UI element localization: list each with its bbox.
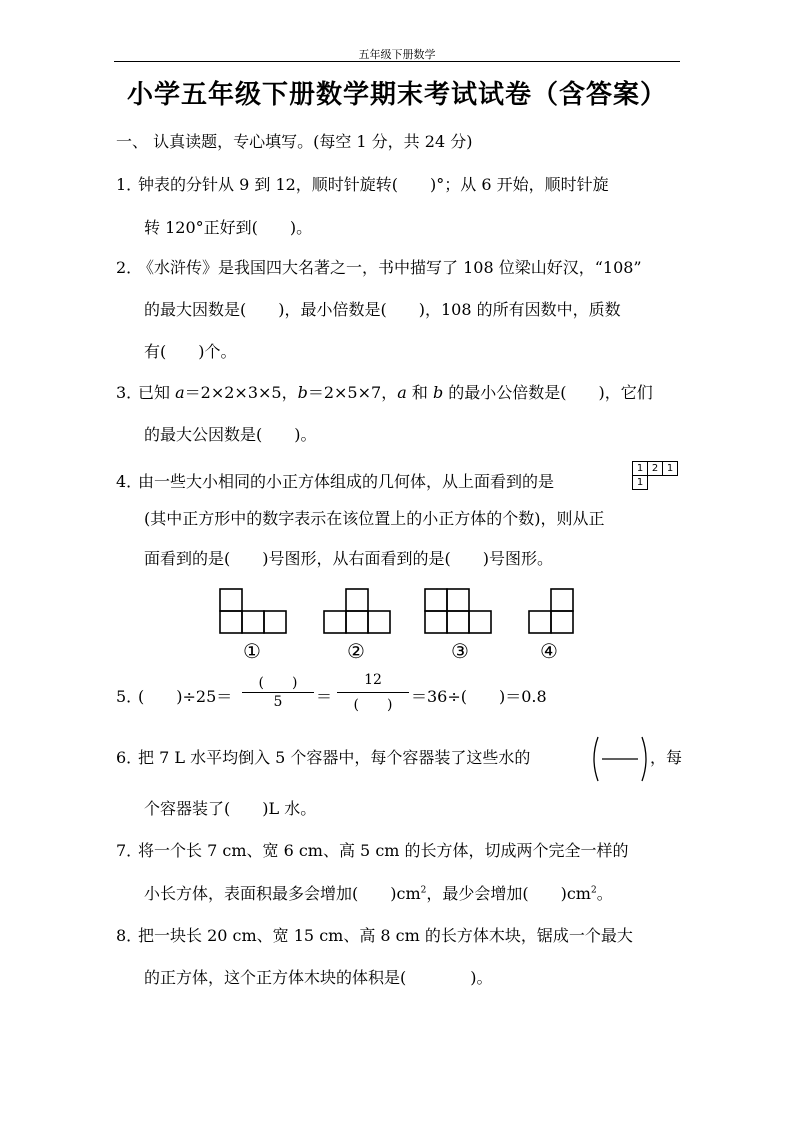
question-7 bbox=[116, 840, 629, 862]
question-8-line-2: 的正方体，这个正方体木块的体积是( )。 bbox=[144, 968, 493, 987]
question-2-line-3: 有( )个。 bbox=[144, 342, 237, 361]
q5-part-1: ( )÷25＝ bbox=[138, 687, 233, 706]
superscript: 2 bbox=[590, 885, 597, 896]
equals-sign: ＝ bbox=[316, 687, 333, 706]
header-rule bbox=[114, 61, 680, 62]
question-number: 1． bbox=[116, 175, 143, 194]
fraction-2-denominator: ( ) bbox=[353, 697, 393, 713]
bracketed-fraction-blank bbox=[590, 735, 650, 783]
fraction-bar bbox=[337, 692, 409, 693]
question-6-line-2: 个容器装了( )L 水。 bbox=[144, 799, 317, 818]
page-title: 小学五年级下册数学期末考试试卷（含答案） bbox=[126, 80, 667, 110]
q3-text: 的最小公倍数是( )，它们 bbox=[443, 383, 653, 402]
q3-text: 已知 bbox=[138, 383, 176, 402]
fraction-blank bbox=[590, 735, 650, 783]
variable-a: a bbox=[175, 383, 185, 402]
question-4-line-1: 由一些大小相同的小正方体组成的几何体，从上面看到的是 bbox=[138, 472, 555, 491]
question-3 bbox=[116, 382, 653, 404]
option-label-1: ① bbox=[243, 639, 261, 663]
variable-b: b bbox=[432, 383, 444, 402]
fraction-1 bbox=[242, 672, 314, 712]
q5-part-2: ＝36÷( )＝0.8 bbox=[411, 687, 547, 706]
question-3-line-2: 的最大公因数是( )。 bbox=[144, 425, 317, 444]
fraction-2-numerator: 12 bbox=[364, 672, 382, 688]
superscript: 2 bbox=[420, 885, 427, 896]
question-5 bbox=[116, 686, 232, 708]
q3-text: 和 bbox=[406, 383, 433, 402]
grid-cell: 1 bbox=[662, 461, 678, 476]
view-figure-1 bbox=[220, 589, 286, 633]
option-label-2: ② bbox=[347, 639, 365, 663]
q6-post: ，每 bbox=[650, 748, 683, 767]
page-header: 五年级下册数学 bbox=[358, 48, 436, 61]
question-number: 4． bbox=[116, 472, 143, 491]
question-6 bbox=[116, 747, 530, 769]
question-2 bbox=[116, 257, 642, 279]
question-2-line-2: 的最大因数是( )，最小倍数是( )，108 的所有因数中，质数 bbox=[144, 300, 621, 319]
view-figures bbox=[210, 585, 590, 637]
fraction-2 bbox=[337, 672, 409, 712]
question-2-line-1: 《水浒传》是我国四大名著之一，书中描写了 108 位梁山好汉，“108” bbox=[138, 258, 642, 277]
option-label-3: ③ bbox=[451, 639, 469, 663]
question-4 bbox=[116, 471, 554, 493]
view-options bbox=[210, 585, 590, 665]
section-heading: 一、 认真读题，专心填写。(每空 1 分，共 24 分) bbox=[116, 132, 473, 151]
grid-cell: 1 bbox=[632, 475, 648, 490]
question-number: 8． bbox=[116, 926, 143, 945]
variable-b: b bbox=[297, 383, 308, 402]
fraction-1-denominator: 5 bbox=[273, 694, 283, 710]
grid-cell: 1 bbox=[632, 461, 648, 476]
question-7-line-1: 将一个长 7 cm、宽 6 cm、高 5 cm 的长方体，切成两个完全一样的 bbox=[138, 841, 629, 860]
question-number: 3． bbox=[116, 383, 143, 402]
grid-cell: 2 bbox=[647, 461, 663, 476]
view-figure-3 bbox=[425, 589, 491, 633]
q7-text: ，最少会增加( )cm bbox=[426, 884, 591, 903]
question-1 bbox=[116, 174, 609, 196]
fraction-bar bbox=[242, 692, 314, 693]
fraction-1-numerator: ( ) bbox=[258, 675, 298, 691]
q3-text: ＝2×5×7， bbox=[307, 383, 398, 402]
question-8-line-1: 把一块长 20 cm、宽 15 cm、高 8 cm 的长方体木块，锯成一个最大 bbox=[138, 926, 633, 945]
question-4-line-2: (其中正方形中的数字表示在该位置上的小正方体的个数)，则从正 bbox=[144, 509, 605, 528]
question-number: 7． bbox=[116, 841, 143, 860]
q7-text: 。 bbox=[596, 884, 613, 903]
view-figure-2 bbox=[324, 589, 390, 633]
question-6-line-1: 把 7 L 水平均倒入 5 个容器中，每个容器装了这些水的 bbox=[138, 748, 531, 767]
view-figure-4 bbox=[529, 589, 573, 633]
question-1-line-2: 转 120°正好到( )。 bbox=[144, 218, 313, 237]
variable-a: a bbox=[397, 383, 407, 402]
question-number: 6． bbox=[116, 748, 143, 767]
question-4-line-3: 面看到的是( )号图形，从右面看到的是( )号图形。 bbox=[144, 549, 553, 568]
question-7-line-2 bbox=[144, 883, 613, 905]
question-8 bbox=[116, 925, 633, 947]
top-view-grid bbox=[632, 461, 678, 489]
q7-text: 小长方体，表面积最多会增加( )cm bbox=[144, 884, 421, 903]
q3-text: ＝2×2×3×5， bbox=[184, 383, 298, 402]
option-label-4: ④ bbox=[540, 639, 558, 663]
question-1-line-1: 钟表的分针从 9 到 12，顺时针旋转( )°；从 6 开始，顺时针旋 bbox=[138, 175, 609, 194]
question-number: 5． bbox=[116, 687, 143, 706]
question-number: 2． bbox=[116, 258, 143, 277]
